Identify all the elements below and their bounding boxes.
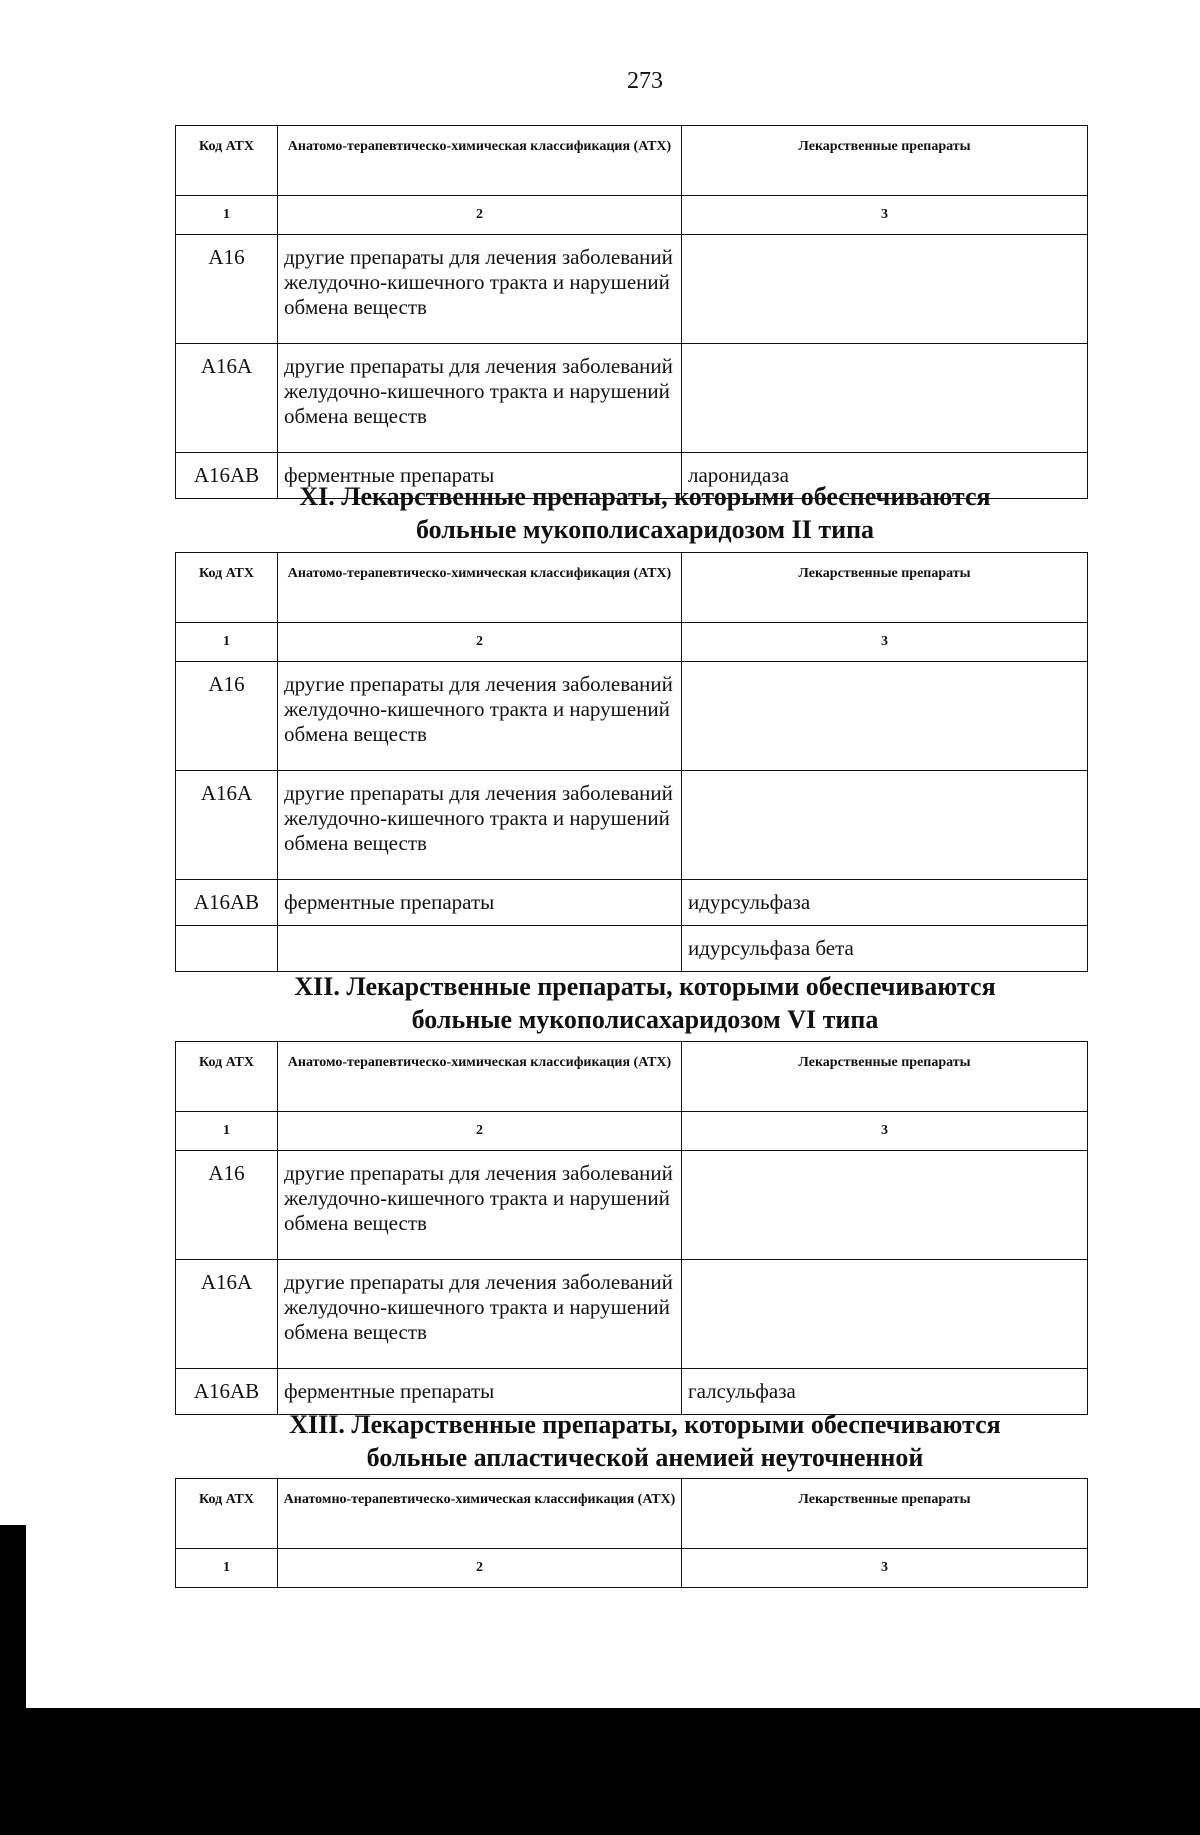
atc-code: A16AB xyxy=(176,453,278,499)
atc-classification: ферментные препараты xyxy=(278,1369,682,1415)
header-classification: Анатомно-терапевтическо-химическая классификация (АТХ) xyxy=(278,1479,682,1549)
drug-name xyxy=(682,235,1088,344)
atc-code: A16AB xyxy=(176,880,278,926)
column-number: 2 xyxy=(278,1549,682,1588)
section-title-line: больные мукополисахаридозом VI типа xyxy=(411,1005,879,1034)
section-title-xii xyxy=(160,970,1130,1036)
atc-code: A16A xyxy=(176,344,278,453)
header-drugs: Лекарственные препараты xyxy=(682,553,1088,623)
section-title-line: XII. Лекарственные препараты, которыми обеспечиваются xyxy=(294,972,996,1001)
atc-code: A16 xyxy=(176,1151,278,1260)
atc-classification: другие препараты для лечения заболеваний желудочно-кишечного тракта и нарушений обмена веществ xyxy=(278,344,682,453)
atc-table-xii xyxy=(175,1041,1088,1415)
table-row xyxy=(176,344,1088,453)
table-row xyxy=(176,926,1088,972)
header-classification: Анатомо-терапевтическо-химическая классификация (АТХ) xyxy=(278,553,682,623)
column-number: 2 xyxy=(278,623,682,662)
column-number: 1 xyxy=(176,1549,278,1588)
atc-code: A16AB xyxy=(176,1369,278,1415)
drug-name: ларонидаза xyxy=(682,453,1088,499)
header-classification: Анатомо-терапевтическо-химическая классификация (АТХ) xyxy=(278,1042,682,1112)
table-header-row xyxy=(176,1042,1088,1112)
column-number: 1 xyxy=(176,623,278,662)
column-number: 3 xyxy=(682,1549,1088,1588)
header-drugs: Лекарственные препараты xyxy=(682,126,1088,196)
drug-name xyxy=(682,662,1088,771)
column-number: 3 xyxy=(682,1112,1088,1151)
atc-code xyxy=(176,926,278,972)
drug-name xyxy=(682,1151,1088,1260)
section-title-xiii xyxy=(160,1408,1130,1474)
header-code: Код АТХ xyxy=(176,126,278,196)
atc-table-xi xyxy=(175,552,1088,972)
section-title-line: больные апластической анемией неуточненной xyxy=(366,1443,924,1472)
table-row xyxy=(176,235,1088,344)
section-title-xi xyxy=(160,480,1130,546)
atc-code: A16 xyxy=(176,662,278,771)
column-number: 2 xyxy=(278,1112,682,1151)
atc-classification: ферментные препараты xyxy=(278,880,682,926)
atc-classification: другие препараты для лечения заболеваний желудочно-кишечного тракта и нарушений обмена веществ xyxy=(278,1260,682,1369)
atc-table-continued xyxy=(175,125,1088,499)
column-number-row xyxy=(176,623,1088,662)
column-number: 1 xyxy=(176,196,278,235)
column-number-row xyxy=(176,196,1088,235)
column-number: 3 xyxy=(682,623,1088,662)
drug-name: галсульфаза xyxy=(682,1369,1088,1415)
atc-classification: другие препараты для лечения заболеваний желудочно-кишечного тракта и нарушений обмена веществ xyxy=(278,1151,682,1260)
table-row xyxy=(176,880,1088,926)
table-row xyxy=(176,1151,1088,1260)
table-header-row xyxy=(176,1479,1088,1549)
atc-table-xiii xyxy=(175,1478,1088,1588)
atc-classification: другие препараты для лечения заболеваний желудочно-кишечного тракта и нарушений обмена веществ xyxy=(278,235,682,344)
table-row xyxy=(176,771,1088,880)
section-title-line: XI. Лекарственные препараты, которыми обеспечиваются xyxy=(299,482,991,511)
table-row xyxy=(176,662,1088,771)
scan-border-left xyxy=(0,1525,26,1710)
section-title-line: больные мукополисахаридозом II типа xyxy=(415,515,875,544)
column-number: 2 xyxy=(278,196,682,235)
column-number-row xyxy=(176,1549,1088,1588)
atc-code: A16A xyxy=(176,1260,278,1369)
drug-name xyxy=(682,344,1088,453)
header-drugs: Лекарственные препараты xyxy=(682,1479,1088,1549)
table-header-row xyxy=(176,553,1088,623)
atc-classification: другие препараты для лечения заболеваний желудочно-кишечного тракта и нарушений обмена веществ xyxy=(278,771,682,880)
section-title-line: XIII. Лекарственные препараты, которыми обеспечиваются xyxy=(289,1410,1001,1439)
atc-code: A16 xyxy=(176,235,278,344)
atc-classification xyxy=(278,926,682,972)
drug-name: идурсульфаза xyxy=(682,880,1088,926)
page-number: 273 xyxy=(627,68,663,94)
header-code: Код АТХ xyxy=(176,1042,278,1112)
table-header-row xyxy=(176,126,1088,196)
header-code: Код АТХ xyxy=(176,553,278,623)
atc-classification: ферментные препараты xyxy=(278,453,682,499)
atc-code: A16A xyxy=(176,771,278,880)
atc-classification: другие препараты для лечения заболеваний желудочно-кишечного тракта и нарушений обмена веществ xyxy=(278,662,682,771)
header-classification: Анатомо-терапевтическо-химическая классификация (АТХ) xyxy=(278,126,682,196)
column-number-row xyxy=(176,1112,1088,1151)
header-drugs: Лекарственные препараты xyxy=(682,1042,1088,1112)
column-number: 1 xyxy=(176,1112,278,1151)
table-row xyxy=(176,1260,1088,1369)
scan-border-bottom xyxy=(0,1708,1200,1835)
column-number: 3 xyxy=(682,196,1088,235)
drug-name: идурсульфаза бета xyxy=(682,926,1088,972)
header-code: Код АТХ xyxy=(176,1479,278,1549)
drug-name xyxy=(682,771,1088,880)
drug-name xyxy=(682,1260,1088,1369)
